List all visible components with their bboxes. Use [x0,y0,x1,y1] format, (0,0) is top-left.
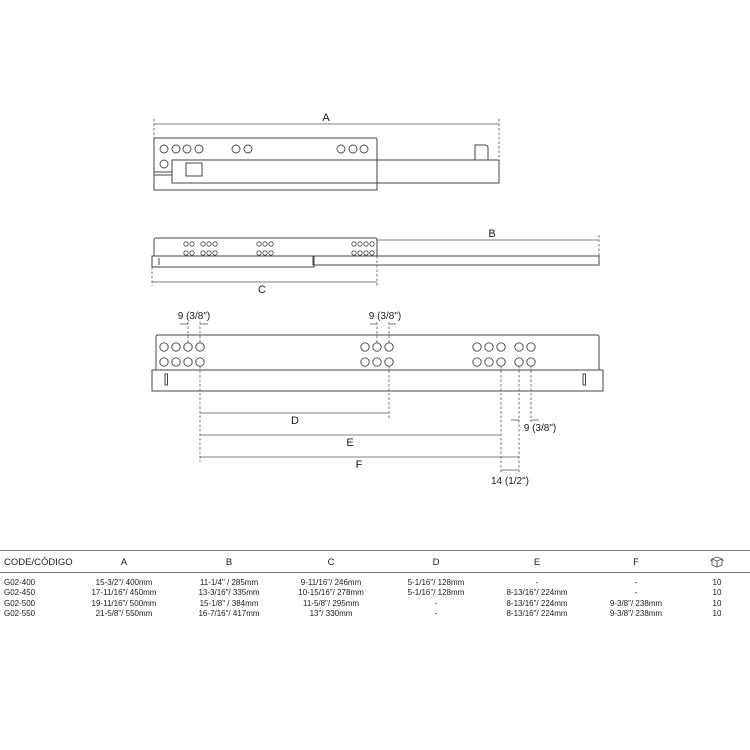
cell-b: 11-1/4" / 285mm [199,578,259,587]
cell-e: 8-13/16"/ 224mm [506,598,568,608]
cell-c: 13"/ 330mm [309,608,353,618]
table-header-rule [0,572,750,573]
slide-extended-view [152,228,599,296]
lock-tab [186,163,202,176]
label-b: B [488,228,496,240]
label-14: 14 (1/2") [490,476,530,487]
cell-d: - [434,608,438,618]
slide-side-view [154,112,499,190]
cell-code: G02-450 [4,588,36,598]
cell-b: 16-7/16"/ 417mm [198,608,260,618]
label-9-right: 9 (3/8") [523,423,557,434]
label-f: F [355,459,363,471]
cell-qty: 10 [712,588,722,598]
cell-code: G02-550 [4,608,36,618]
cell-e: - [535,578,539,587]
slide-hole-pattern [152,311,603,487]
cell-b: 15-1/8" / 384mm [199,598,259,608]
box-icon [710,555,724,569]
cell-a: 15-3/2"/ 400mm [95,578,153,587]
cell-a: 19-11/16"/ 500mm [91,598,157,608]
cell-code: G02-500 [4,598,36,608]
header-d: D [432,557,440,568]
cell-d: - [434,598,438,608]
fixed-rail [152,256,314,267]
label-e: E [346,437,354,449]
sliding-rail [313,256,599,265]
label-9-left: 9 (3/8") [177,311,211,322]
cell-e: 8-13/16"/ 224mm [506,588,568,598]
table-top-rule [0,550,750,551]
cell-f: - [634,578,638,587]
header-f: F [633,557,639,568]
label-c: C [258,284,266,296]
header-a: A [120,557,128,568]
cell-qty: 10 [712,578,722,587]
cell-f: 9-3/8"/ 238mm [609,598,663,608]
cell-qty: 10 [712,608,722,618]
rail-profile [152,370,603,391]
cell-d: 5-1/16"/ 128mm [407,588,465,598]
cell-a: 21-5/8"/ 550mm [95,608,153,618]
cell-f: - [634,588,638,598]
cell-c: 9-11/16"/ 246mm [300,578,362,587]
cell-f: 9-3/8"/ 238mm [609,608,663,618]
label-a: A [322,112,330,124]
header-code: CODE/CÓDIGO [4,557,73,568]
rear-hook [475,145,488,160]
cell-c: 10-15/16"/ 278mm [298,588,364,598]
drawer-member [172,160,499,183]
cell-c: 11-5/8"/ 295mm [302,598,360,608]
label-9-mid: 9 (3/8") [368,311,402,322]
header-e: E [533,557,541,568]
label-d: D [291,415,299,427]
cell-a: 17-11/16"/ 450mm [91,588,157,598]
header-b: B [225,557,233,568]
cell-code: G02-400 [4,578,36,587]
cell-qty: 10 [712,598,722,608]
cell-d: 5-1/16"/ 128mm [407,578,465,587]
cell-b: 13-3/16"/ 335mm [198,588,260,598]
header-c: C [327,557,335,568]
cell-e: 8-13/16"/ 224mm [506,608,568,618]
